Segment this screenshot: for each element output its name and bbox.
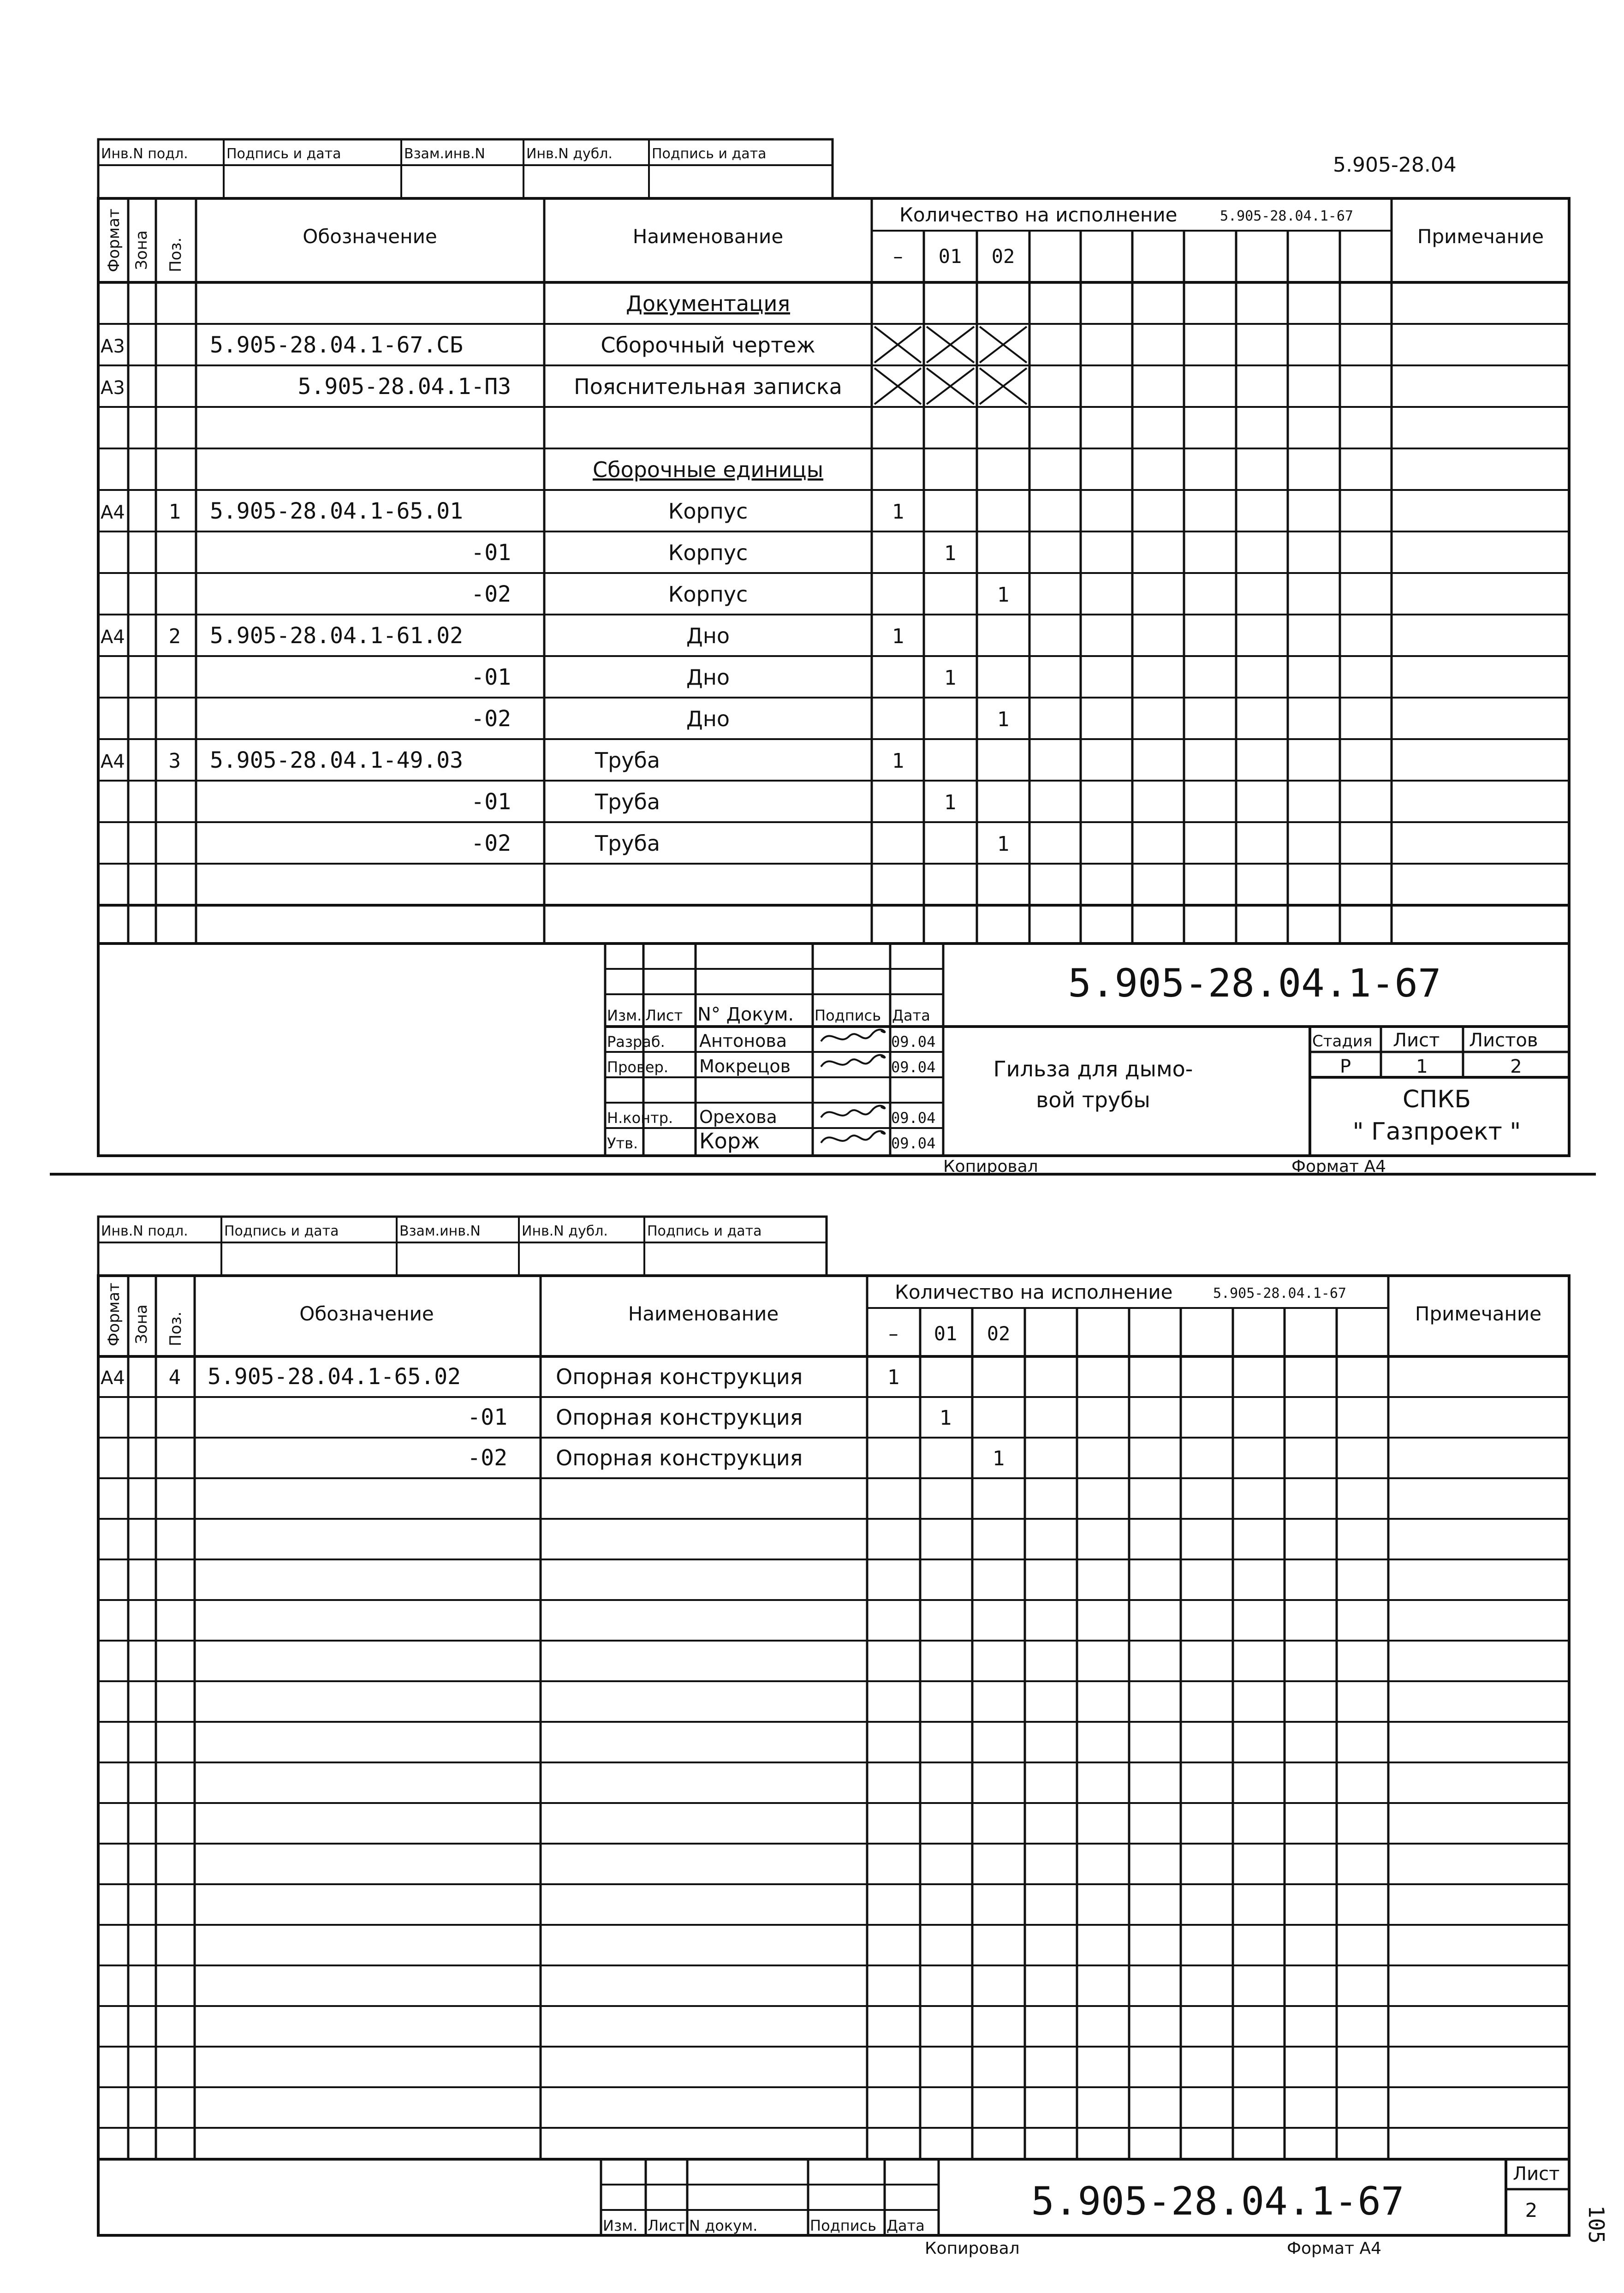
- title-block-role: Разраб.: [607, 1033, 665, 1051]
- title-block-col-label: Изм.: [603, 2217, 638, 2234]
- cell-format: А4: [101, 751, 125, 772]
- header-note: Примечание: [1417, 225, 1544, 248]
- title-block-col-label: Лист: [645, 1007, 683, 1024]
- stamp-label: Инв.N подл.: [101, 1223, 188, 1239]
- cell-qty: 1: [944, 666, 957, 690]
- header-name: Наименование: [632, 225, 784, 248]
- cross-mark: [927, 327, 974, 363]
- signature-icon: [821, 1131, 885, 1143]
- section-heading: Сборочные единицы: [592, 457, 824, 482]
- header-qty-code: 5.905-28.04.1-67: [1213, 1285, 1346, 1302]
- sheet-label: Лист: [1393, 1030, 1440, 1051]
- title-block-col-label: Изм.: [607, 1007, 642, 1024]
- header-note: Примечание: [1415, 1302, 1542, 1325]
- cell-name: Опорная конструкция: [556, 1405, 803, 1430]
- cell-qty: 1: [892, 625, 904, 648]
- cell-name: Корпус: [668, 540, 748, 565]
- header-designation: Обозначение: [299, 1302, 434, 1325]
- cell-designation: -01: [471, 540, 511, 566]
- header-zone: Зона: [132, 1304, 151, 1344]
- header-variant: –: [888, 1322, 898, 1345]
- cell-name: Дно: [686, 665, 730, 690]
- header-pos: Поз.: [167, 237, 185, 272]
- organization: СПКБ: [1402, 1086, 1471, 1113]
- stamp-label: Взам.инв.N: [404, 146, 485, 162]
- document-number: 5.905-28.04.1-67: [1031, 2179, 1404, 2224]
- stamp-label: Инв.N подл.: [101, 146, 188, 162]
- header-zone: Зона: [132, 230, 151, 270]
- sheet-value: 2: [1525, 2199, 1538, 2221]
- header-qty: Количество на исполнение: [895, 1281, 1173, 1303]
- cell-name: Труба: [595, 748, 660, 773]
- cell-pos: 1: [168, 500, 181, 524]
- organization: " Газпроект ": [1352, 1118, 1521, 1146]
- title-block-col-label: Подпись: [815, 1007, 881, 1024]
- cell-qty: 1: [944, 791, 957, 814]
- title-block-date: 09.04: [891, 1058, 936, 1076]
- cell-name: Труба: [595, 831, 660, 856]
- cell-designation: -01: [471, 789, 511, 815]
- document-code: 5.905-28.04: [1333, 153, 1457, 177]
- stamp-label: Подпись и дата: [224, 1223, 339, 1239]
- cell-pos: 2: [168, 625, 181, 648]
- frame: [98, 1276, 1569, 2235]
- cell-designation: 5.905-28.04.1-65.01: [210, 498, 464, 524]
- cell-designation: 5.905-28.04.1-61.02: [210, 623, 464, 649]
- cell-format: А4: [101, 1367, 125, 1389]
- cell-pos: 3: [168, 749, 181, 773]
- cell-qty: 1: [939, 1406, 952, 1430]
- title-block-person: Мокрецов: [699, 1056, 791, 1076]
- cross-mark: [980, 368, 1027, 404]
- cell-format: А3: [101, 377, 125, 399]
- cross-mark: [874, 327, 921, 363]
- title-block-role: Н.контр.: [607, 1109, 673, 1127]
- cell-name: Корпус: [668, 499, 748, 524]
- cell-designation: 5.905-28.04.1-ПЗ: [297, 374, 511, 400]
- title-block-col-label: N докум.: [689, 2217, 758, 2234]
- cross-mark: [927, 368, 974, 404]
- format-label: Формат А4: [1287, 2239, 1382, 2258]
- cell-designation: 5.905-28.04.1-65.02: [208, 1364, 461, 1390]
- cell-designation: -01: [471, 664, 511, 690]
- cell-qty: 1: [892, 749, 904, 773]
- header-name: Наименование: [628, 1302, 779, 1325]
- cross-mark: [874, 368, 921, 404]
- stamp-label: Инв.N дубл.: [526, 146, 613, 162]
- sheets-label: Листов: [1469, 1030, 1538, 1051]
- title-block-col-label: Лист: [648, 2217, 685, 2234]
- stamp-label: Подпись и дата: [226, 146, 341, 162]
- cell-designation: -01: [467, 1404, 507, 1430]
- sheets-value: 2: [1510, 1056, 1522, 1077]
- stage-label: Стадия: [1312, 1032, 1373, 1051]
- header-qty-code: 5.905-28.04.1-67: [1220, 208, 1353, 224]
- title-block-col-label: N° Докум.: [697, 1004, 794, 1025]
- stamp-label: Подпись и дата: [652, 146, 767, 162]
- title-block-date: 09.04: [891, 1109, 936, 1127]
- title-block-date: 09.04: [891, 1033, 936, 1051]
- title-block-col-label: Подпись: [810, 2217, 876, 2234]
- header-pos: Поз.: [167, 1311, 185, 1346]
- cell-qty: 1: [992, 1447, 1005, 1470]
- header-variant: 01: [934, 1322, 958, 1345]
- cross-mark: [980, 327, 1027, 363]
- cell-qty: 1: [997, 832, 1010, 856]
- cell-name: Опорная конструкция: [556, 1445, 803, 1470]
- sheet-value: 1: [1416, 1056, 1428, 1077]
- document-number: 5.905-28.04.1-67: [1068, 961, 1441, 1006]
- header-designation: Обозначение: [303, 225, 437, 248]
- cell-qty: 1: [944, 542, 957, 565]
- title-block-col-label: Дата: [886, 2217, 925, 2234]
- cell-format: А4: [101, 502, 125, 523]
- stage-value: Р: [1339, 1056, 1351, 1077]
- cell-designation: 5.905-28.04.1-67.СБ: [210, 332, 464, 358]
- cell-name: Труба: [595, 789, 660, 814]
- signature-icon: [821, 1030, 885, 1041]
- cell-format: А3: [101, 336, 125, 357]
- format-label: Формат А4: [1291, 1157, 1386, 1176]
- cell-name: Сборочный чертеж: [601, 333, 815, 358]
- sheet-label: Лист: [1513, 2163, 1560, 2185]
- cell-pos: 4: [168, 1366, 181, 1389]
- header-qty: Количество на исполнение: [899, 203, 1178, 226]
- title-block-person: Орехова: [699, 1107, 777, 1127]
- cell-name: Дно: [686, 706, 730, 731]
- header-variant: 02: [987, 1322, 1011, 1345]
- header-variant: –: [893, 245, 903, 268]
- cell-qty: 1: [997, 583, 1010, 607]
- stamp-label: Инв.N дубл.: [522, 1223, 608, 1239]
- title-block-role: Провер.: [607, 1058, 668, 1076]
- side-page-number: 105: [1584, 2205, 1609, 2244]
- copied-label: Копировал: [925, 2239, 1020, 2258]
- title-block-role: Утв.: [607, 1135, 638, 1152]
- title-block-col-label: Дата: [892, 1007, 930, 1024]
- cell-qty: 1: [997, 708, 1010, 731]
- cell-name: Дно: [686, 623, 730, 648]
- cell-designation: -02: [471, 581, 511, 607]
- header-variant: 01: [938, 245, 962, 268]
- cell-designation: -02: [471, 830, 511, 856]
- signature-icon: [821, 1055, 885, 1067]
- header-format: Формат: [105, 209, 123, 272]
- stamp-label: Взам.инв.N: [399, 1223, 481, 1239]
- cell-designation: -02: [471, 706, 511, 732]
- cell-name: Опорная конструкция: [556, 1364, 803, 1389]
- cell-name: Пояснительная записка: [574, 374, 842, 399]
- cell-qty: 1: [892, 500, 904, 524]
- cell-qty: 1: [887, 1366, 900, 1389]
- cell-designation: 5.905-28.04.1-49.03: [210, 747, 464, 773]
- header-format: Формат: [105, 1283, 123, 1346]
- stamp-label: Подпись и дата: [647, 1223, 762, 1239]
- document-title: Гильза для дымо-: [993, 1057, 1193, 1081]
- title-block-person: Корж: [699, 1129, 760, 1153]
- copied-label: Копировал: [943, 1157, 1038, 1176]
- signature-icon: [821, 1106, 885, 1117]
- document-title: вой трубы: [1036, 1087, 1150, 1112]
- cell-format: А4: [101, 627, 125, 648]
- cell-designation: -02: [467, 1445, 507, 1471]
- title-block-person: Антонова: [699, 1031, 787, 1051]
- title-block-date: 09.04: [891, 1135, 936, 1152]
- header-variant: 02: [991, 245, 1015, 268]
- section-heading: Документация: [625, 291, 791, 316]
- cell-name: Корпус: [668, 582, 748, 607]
